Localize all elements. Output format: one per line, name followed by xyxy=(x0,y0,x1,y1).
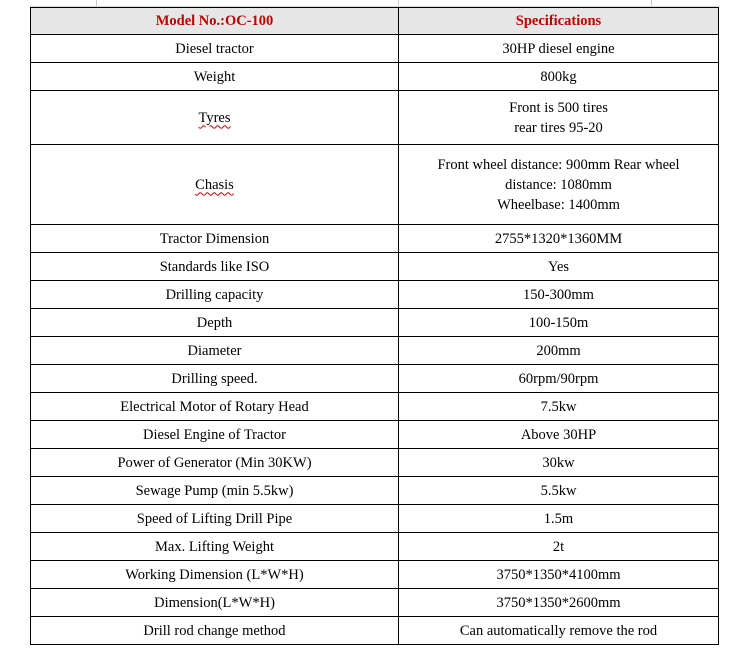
spec-label: Drill rod change method xyxy=(143,622,286,639)
table-row xyxy=(31,337,719,365)
spec-value-line: 3750*1350*2600mm xyxy=(496,594,621,611)
spec-label: Sewage Pump (min 5.5kw) xyxy=(135,482,294,499)
spec-value-line: 100-150m xyxy=(528,314,589,331)
spec-value-line: 2755*1320*1360MM xyxy=(494,230,623,247)
spec-value-line: 30HP diesel engine xyxy=(502,40,615,57)
spec-label-cell xyxy=(31,281,399,309)
spec-label: Speed of Lifting Drill Pipe xyxy=(136,510,293,527)
spec-label-cell xyxy=(31,449,399,477)
spec-value-cell xyxy=(399,589,719,617)
spec-value-cell xyxy=(399,63,719,91)
spec-label: Drilling speed. xyxy=(171,370,258,387)
spec-label-cell xyxy=(31,533,399,561)
spec-value-line: Front wheel distance: 900mm Rear wheel xyxy=(437,156,680,173)
spec-value-cell xyxy=(399,337,719,365)
spec-value-line: 5.5kw xyxy=(540,482,577,499)
table-row xyxy=(31,225,719,253)
table-row xyxy=(31,505,719,533)
spec-label-cell xyxy=(31,421,399,449)
table-row xyxy=(31,449,719,477)
spec-value-cell xyxy=(399,309,719,337)
table-row xyxy=(31,91,719,145)
spec-value-cell xyxy=(399,533,719,561)
spec-value-line: 1.5m xyxy=(543,510,574,527)
spec-value-line: 30kw xyxy=(542,454,575,471)
table-row xyxy=(31,281,719,309)
spec-label-cell xyxy=(31,253,399,281)
spec-value-cell xyxy=(399,253,719,281)
spec-label: Working Dimension (L*W*H) xyxy=(125,566,304,583)
table-header-row xyxy=(31,8,719,35)
spec-value-line: 60rpm/90rpm xyxy=(518,370,599,387)
spec-value-cell xyxy=(399,91,719,145)
table-row xyxy=(31,393,719,421)
spec-value-line: Can automatically remove the rod xyxy=(459,622,658,639)
spec-value-line: distance: 1080mm xyxy=(505,176,612,193)
spec-label: Diameter xyxy=(187,342,242,359)
table-row xyxy=(31,145,719,225)
spec-value-cell xyxy=(399,281,719,309)
spec-value-cell xyxy=(399,477,719,505)
spec-value-line: rear tires 95-20 xyxy=(514,119,603,136)
spec-label-cell xyxy=(31,91,399,145)
spec-label: Depth xyxy=(196,314,233,331)
spec-value-cell xyxy=(399,365,719,393)
spec-label-cell xyxy=(31,561,399,589)
spec-value-cell xyxy=(399,225,719,253)
spec-value-cell xyxy=(399,393,719,421)
spec-label: Power of Generator (Min 30KW) xyxy=(117,454,312,471)
spec-label: Diesel tractor xyxy=(175,40,254,57)
table-row xyxy=(31,477,719,505)
spec-value-cell xyxy=(399,617,719,645)
table-row xyxy=(31,589,719,617)
spec-label: Chasis xyxy=(195,176,234,193)
spec-label-cell xyxy=(31,365,399,393)
table-row xyxy=(31,421,719,449)
spec-value-line: 3750*1350*4100mm xyxy=(496,566,621,583)
spec-label-cell xyxy=(31,145,399,225)
spec-value-line: 7.5kw xyxy=(540,398,577,415)
spec-value-line: Yes xyxy=(547,258,570,275)
spec-label-cell xyxy=(31,393,399,421)
table-row xyxy=(31,35,719,63)
spec-label: Diesel Engine of Tractor xyxy=(143,426,286,443)
spec-label: Standards like ISO xyxy=(159,258,270,275)
spec-value-line: 2t xyxy=(552,538,565,555)
spec-value-cell xyxy=(399,449,719,477)
spec-label: Max. Lifting Weight xyxy=(155,538,274,555)
specifications-table xyxy=(30,7,719,645)
spec-label-cell xyxy=(31,505,399,533)
spec-value-line: Front is 500 tires xyxy=(509,99,608,116)
spec-label-cell xyxy=(31,225,399,253)
spec-label-cell xyxy=(31,309,399,337)
header-model-cell: Model No.:OC-100 xyxy=(31,8,399,35)
table-row xyxy=(31,63,719,91)
spec-label-cell xyxy=(31,477,399,505)
table-row xyxy=(31,533,719,561)
spec-label: Weight xyxy=(193,68,236,85)
spec-value-line: 150-300mm xyxy=(523,286,594,303)
spec-value-line: Above 30HP xyxy=(520,426,597,443)
spec-value-cell xyxy=(399,145,719,225)
spec-label: Tyres xyxy=(198,109,231,126)
table-row xyxy=(31,253,719,281)
spec-label-cell xyxy=(31,337,399,365)
table-row xyxy=(31,365,719,393)
header-specifications-cell: Specifications xyxy=(399,8,719,35)
table-row xyxy=(31,309,719,337)
spec-value-cell xyxy=(399,505,719,533)
spec-label: Tractor Dimension xyxy=(159,230,270,247)
spec-value-cell xyxy=(399,561,719,589)
spec-label-cell xyxy=(31,35,399,63)
spec-label-cell xyxy=(31,589,399,617)
spec-value-line: 800kg xyxy=(540,68,577,85)
spec-label-cell xyxy=(31,63,399,91)
spec-label: Electrical Motor of Rotary Head xyxy=(120,398,309,415)
table-row xyxy=(31,561,719,589)
spec-label-cell xyxy=(31,617,399,645)
spec-label: Drilling capacity xyxy=(165,286,264,303)
spec-value-cell xyxy=(399,35,719,63)
spec-value-line: Wheelbase: 1400mm xyxy=(497,196,620,213)
spec-value-line: 200mm xyxy=(536,342,581,359)
spec-value-cell xyxy=(399,421,719,449)
table-row xyxy=(31,617,719,645)
spec-label: Dimension(L*W*H) xyxy=(154,594,275,611)
